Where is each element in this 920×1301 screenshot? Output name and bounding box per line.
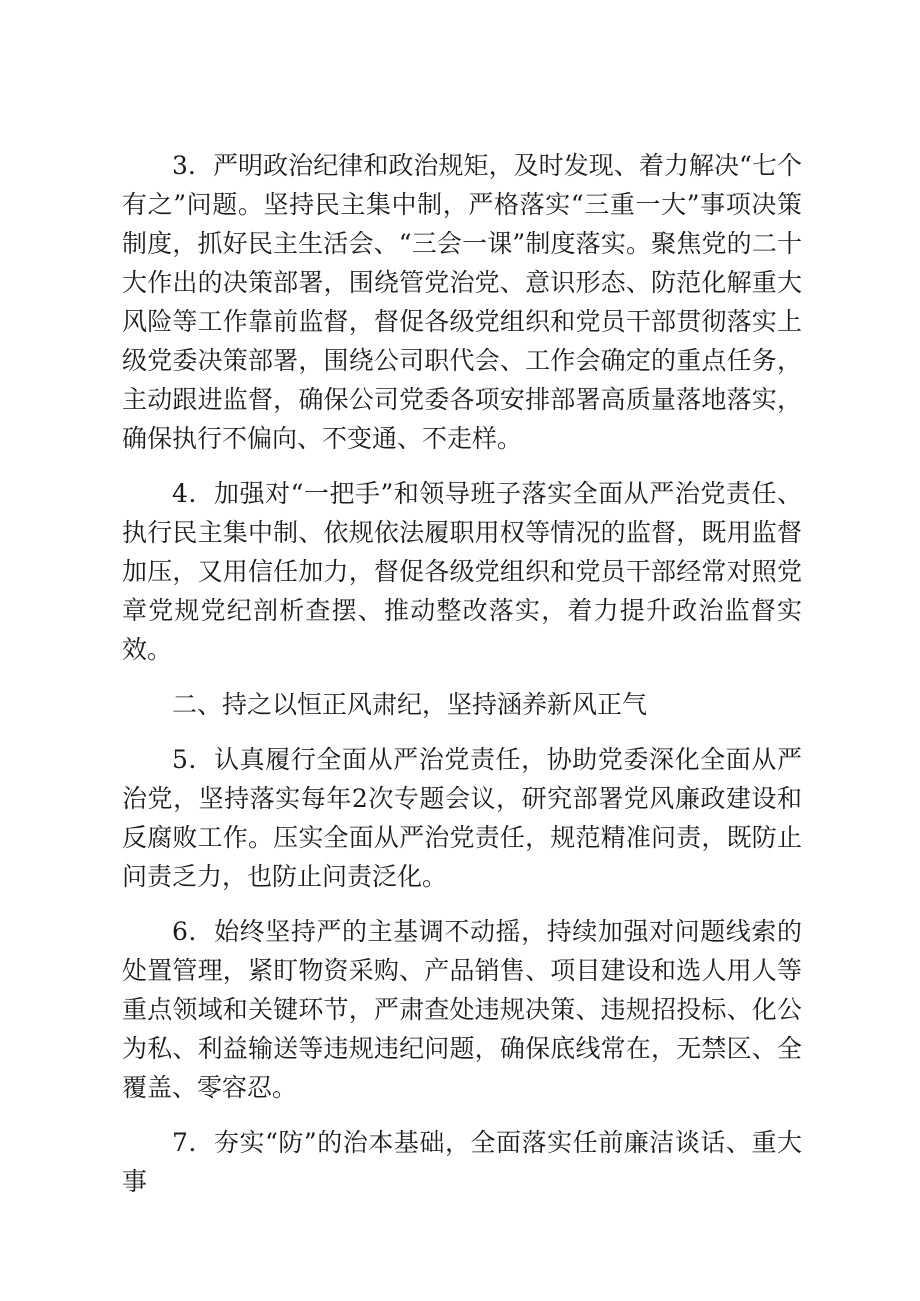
paragraph-3: 3．严明政治纪律和政治规矩，及时发现、着力解决“七个有之”问题。坚持民主集中制，严格落实“三重一大”事项决策制度，抓好民主生活会、“三会一课”制度落实。聚焦党的二十大作出的决策部署，围绕管党治党、意识形态、防范化解重大风险等工作靠前监督，督促各级党组织和党员干部贯彻落实上级党委决策部署，围绕公司职代会、工作会确定的重点任务，主动跟进监督，确保公司党委各项安排部署高质量落地落实，确保执行不偏向、不变通、不走样。 bbox=[122, 151, 802, 453]
document-body bbox=[122, 146, 802, 1201]
paragraph-7: 7．夯实“防”的治本基础，全面落实任前廉洁谈话、重大事 bbox=[122, 1128, 802, 1196]
paragraph-gap bbox=[122, 724, 802, 740]
paragraph-5: 5．认真履行全面从严治党责任，协助党委深化全面从严治党，坚持落实每年2次专题会议，研究部署党风廉政建设和反腐败工作。压实全面从严治党责任，规范精准问责，既防止问责乏力，也防止问责泛化。 bbox=[122, 745, 802, 891]
paragraph-gap bbox=[122, 669, 802, 685]
paragraph-6: 6．始终坚持严的主基调不动摇，持续加强对问题线索的处置管理，紧盯物资采购、产品销售、项目建设和选人用人等重点领域和关键环节，严肃查处违规决策、违规招投标、化公为私、利益输送等违规违纪问题，确保底线常在，无禁区、全覆盖、零容忍。 bbox=[122, 917, 802, 1102]
section-heading-2: 二、持之以恒正风肃纪，坚持涵养新风正气 bbox=[172, 690, 648, 719]
paragraph-gap bbox=[122, 1107, 802, 1123]
paragraph-gap bbox=[122, 896, 802, 912]
paragraph-4: 4．加强对“一把手”和领导班子落实全面从严治党责任、执行民主集中制、依规依法履职用权等情况的监督，既用监督加压，又用信任加力，督促各级党组织和党员干部经常对照党章党规党纪剖析查摆、推动整改落实，着力提升政治监督实效。 bbox=[122, 479, 802, 664]
paragraph-gap bbox=[122, 458, 802, 474]
